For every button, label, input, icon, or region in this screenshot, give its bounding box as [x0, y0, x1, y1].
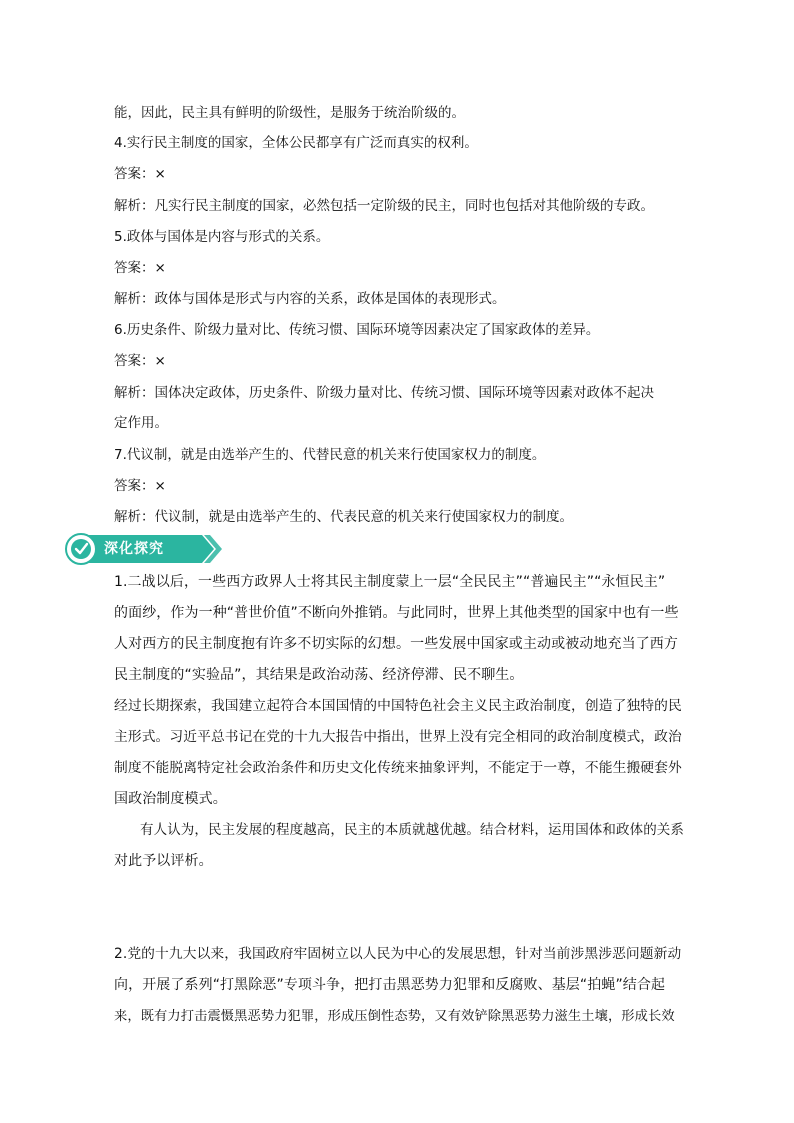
- question-1-line: 经过长期探索，我国建立起符合本国国情的中国特色社会主义民主政治制度，创造了独特的民: [114, 698, 682, 714]
- section-banner: [64, 532, 224, 566]
- question-7: 7.代议制，就是由选举产生的、代替民意的机关来行使国家权力的制度。: [114, 447, 546, 463]
- question-1-line: 1.二战以后，一些西方政界人士将其民主制度蒙上一层“全民民主”“普遍民主”“永恒民主”: [114, 574, 666, 590]
- question-1-line: 人对西方的民主制度抱有许多不切实际的幻想。一些发展中国家或主动或被动地充当了西方: [114, 636, 678, 652]
- question-1-task: 有人认为，民主发展的程度越高，民主的本质就越优越。结合材料，运用国体和政体的关系: [140, 822, 684, 838]
- banner-label: 深化探究: [104, 541, 164, 557]
- question-1-line: 民主制度的“实验品”，其结果是政治动荡、经济停滞、民不聊生。: [114, 667, 524, 683]
- question-1-line: 的面纱，作为一种“普世价值”不断向外推销。与此同时，世界上其他类型的国家中也有一些: [114, 605, 679, 621]
- question-1-line: 制度不能脱离特定社会政治条件和历史文化传统来抽象评判，不能定于一尊，不能生搬硬套外: [114, 760, 682, 776]
- analysis-5: 解析：政体与国体是形式与内容的关系，政体是国体的表现形式。: [114, 291, 506, 307]
- answer-7: 答案：×: [114, 478, 166, 494]
- answer-5: 答案：×: [114, 260, 166, 276]
- text-line: 能，因此，民主具有鲜明的阶级性，是服务于统治阶级的。: [114, 105, 465, 121]
- question-2-line: 2.党的十九大以来，我国政府牢固树立以人民为中心的发展思想，针对当前涉黑涉恶问题新动: [114, 946, 682, 962]
- analysis-7: 解析：代议制，就是由选举产生的、代表民意的机关来行使国家权力的制度。: [114, 509, 573, 525]
- answer-6: 答案：×: [114, 353, 166, 369]
- answer-4: 答案：×: [114, 166, 166, 182]
- analysis-6-cont: 定作用。: [114, 415, 168, 431]
- question-5: 5.政体与国体是内容与形式的关系。: [114, 229, 330, 245]
- question-1-task-cont: 对此予以评析。: [114, 853, 213, 869]
- analysis-4: 解析：凡实行民主制度的国家，必然包括一定阶级的民主，同时也包括对其他阶级的专政。: [114, 198, 654, 214]
- question-1-line: 主形式。习近平总书记在党的十九大报告中指出，世界上没有完全相同的政治制度模式，政治: [114, 729, 682, 745]
- question-2-line: 向，开展了系列“打黑除恶”专项斗争，把打击黑恶势力犯罪和反腐败、基层“拍蝇”结合起: [114, 977, 666, 993]
- question-4: 4.实行民主制度的国家，全体公民都享有广泛而真实的权利。: [114, 135, 478, 151]
- question-6: 6.历史条件、阶级力量对比、传统习惯、国际环境等因素决定了国家政体的差异。: [114, 322, 600, 338]
- question-2-line: 来，既有力打击震慑黑恶势力犯罪，形成压倒性态势，又有效铲除黑恶势力滋生土壤，形成长效: [114, 1009, 675, 1024]
- question-1-line: 国政治制度模式。: [114, 791, 227, 807]
- analysis-6: 解析：国体决定政体，历史条件、阶级力量对比、传统习惯、国际环境等因素对政体不起决: [114, 385, 654, 401]
